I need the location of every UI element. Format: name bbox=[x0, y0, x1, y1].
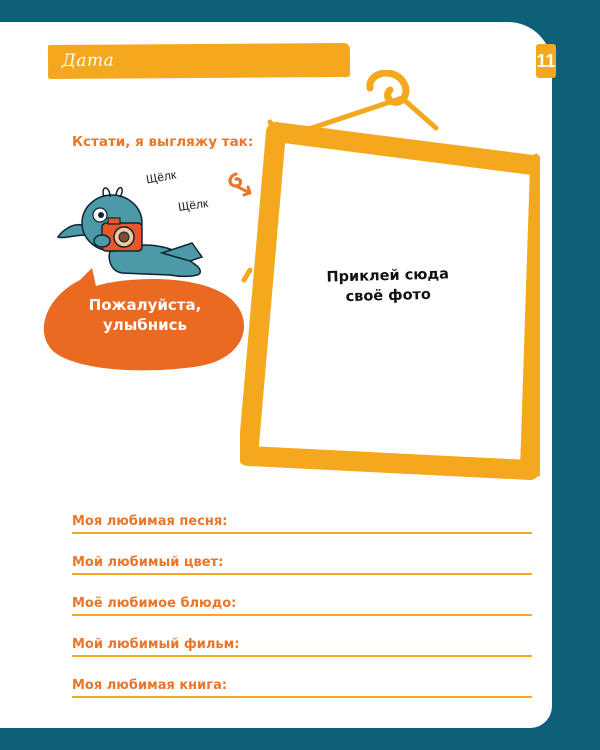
page-number: 11 bbox=[536, 44, 556, 78]
field-label: Моя любимая песня: bbox=[72, 514, 228, 529]
field-label: Мой любимый фильм: bbox=[72, 637, 240, 652]
intro-heading: Кстати, я выгляжу так: bbox=[72, 134, 254, 150]
writing-line bbox=[72, 532, 532, 534]
click-sound-text: Щёлк bbox=[145, 167, 178, 187]
writing-line bbox=[72, 573, 532, 575]
photo-placeholder-text bbox=[318, 264, 459, 308]
writing-line bbox=[72, 655, 532, 657]
date-label: Дата bbox=[61, 50, 115, 71]
field-label: Мой любимый цвет: bbox=[72, 555, 224, 570]
photo-text-line-2: своё фото bbox=[345, 286, 432, 306]
writing-line bbox=[72, 614, 532, 616]
bottom-border bbox=[0, 728, 600, 750]
bubble-line-2: улыбнись bbox=[102, 316, 188, 334]
favorite-dish-field[interactable] bbox=[72, 594, 532, 635]
bubble-text bbox=[40, 295, 250, 335]
click-sound-text: Щёлк bbox=[177, 195, 210, 215]
writing-line bbox=[72, 696, 532, 698]
field-label: Моё любимое блюдо: bbox=[72, 596, 237, 611]
favorite-book-field[interactable] bbox=[72, 676, 532, 717]
bubble-line-1: Пожалуйста, bbox=[88, 296, 202, 314]
field-label: Моя любимая книга: bbox=[72, 678, 228, 693]
favorite-song-field[interactable] bbox=[72, 512, 532, 553]
photo-text-line-1: Приклей сюда bbox=[326, 266, 450, 286]
favorites-list bbox=[72, 512, 532, 717]
favorite-color-field[interactable] bbox=[72, 553, 532, 594]
favorite-film-field[interactable] bbox=[72, 635, 532, 676]
